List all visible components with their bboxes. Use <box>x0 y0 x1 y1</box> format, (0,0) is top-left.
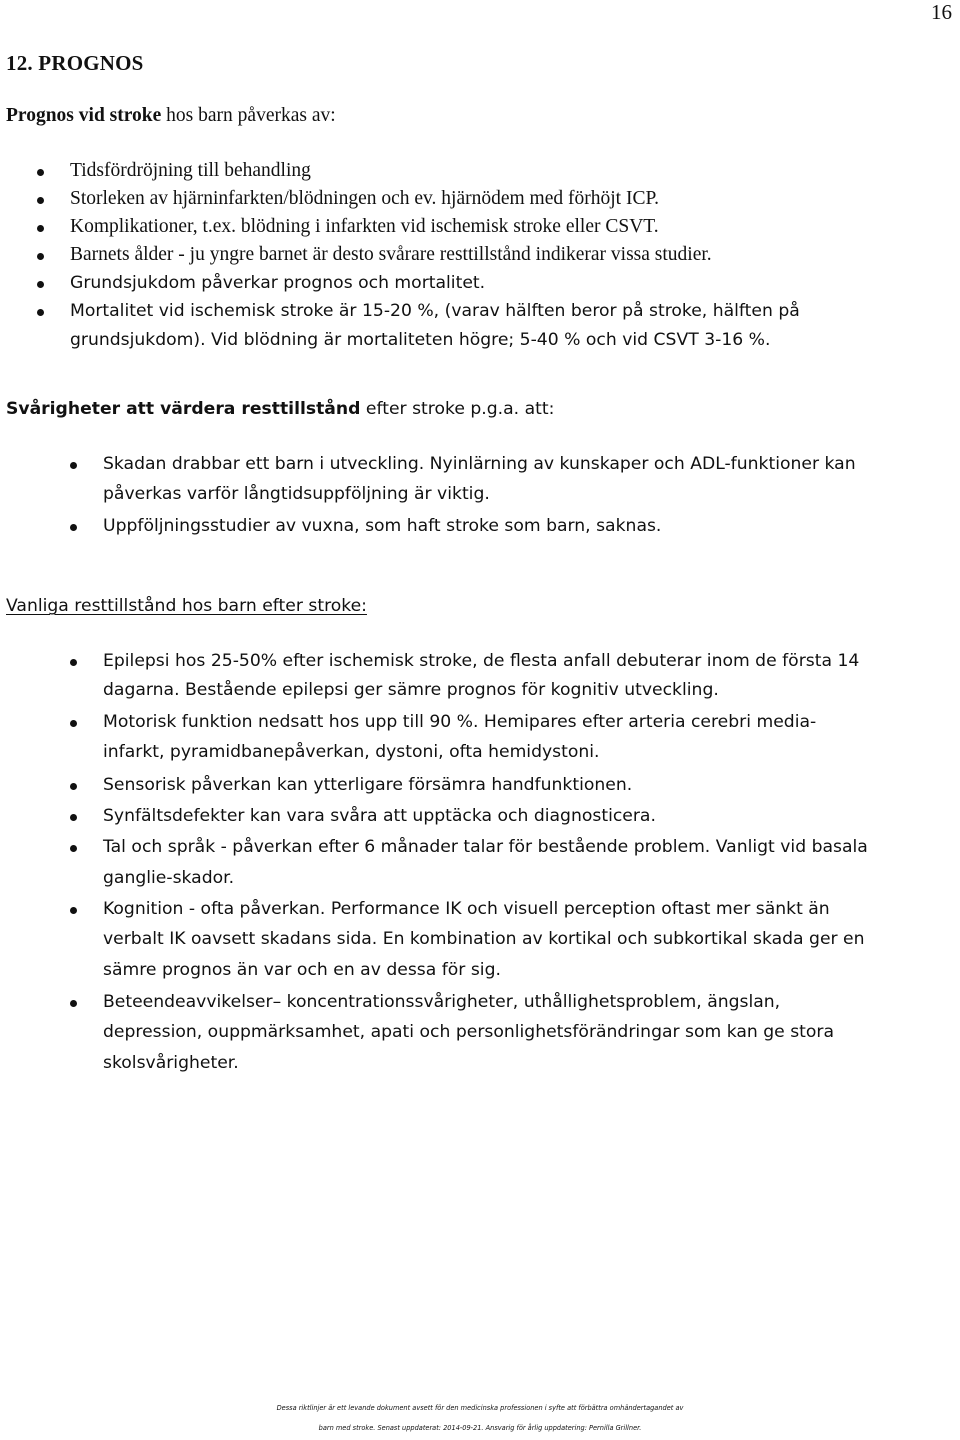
list-item-continuation: infarkt, pyramidbanepåverkan, dystoni, ofta hemidystoni. <box>103 742 600 762</box>
list-item: Beteendeavvikelser– koncentrationssvårigheter, uthållighetsproblem, ängslan, <box>103 992 781 1012</box>
bullet-icon <box>37 309 44 316</box>
difficulties-heading-rest: efter stroke p.g.a. att: <box>360 399 555 419</box>
list-item: Sensorisk påverkan kan ytterligare försämra handfunktionen. <box>103 775 633 795</box>
difficulties-heading <box>6 397 554 421</box>
common-heading: Vanliga resttillstånd hos barn efter stroke: <box>6 596 367 616</box>
prognosis-intro-rest: hos barn påverkas av: <box>161 105 336 126</box>
bullet-icon <box>37 281 44 288</box>
bullet-icon <box>70 845 77 852</box>
footer-line-1: Dessa riktlinjer är ett levande dokument avsett för den medicinska professionen i syfte att förbättra omhändertagandet av <box>276 1404 684 1412</box>
list-item: Grundsjukdom påverkar prognos och mortalitet. <box>70 273 486 293</box>
difficulties-heading-bold: Svårigheter att värdera resttillstånd <box>6 399 361 419</box>
bullet-icon <box>70 720 77 727</box>
list-item-continuation: depression, ouppmärksamhet, apati och personlighetsförändringar som kan ge stora <box>103 1022 835 1042</box>
list-item: Skadan drabbar ett barn i utveckling. Nyinlärning av kunskaper och ADL-funktioner kan <box>103 454 856 474</box>
bullet-icon <box>70 462 77 469</box>
list-item: Tidsfördröjning till behandling <box>70 160 311 181</box>
list-item-continuation: ganglie-skador. <box>103 868 235 888</box>
list-item: Uppföljningsstudier av vuxna, som haft stroke som barn, saknas. <box>103 516 662 536</box>
list-item-continuation: grundsjukdom). Vid blödning är mortaliteten högre; 5-40 % och vid CSVT 3-16 %. <box>70 330 771 350</box>
bullet-icon <box>70 907 77 914</box>
list-item-continuation: skolsvårigheter. <box>103 1053 239 1073</box>
list-item: Mortalitet vid ischemisk stroke är 15-20 %, (varav hälften beror på stroke, hälften på <box>70 301 800 321</box>
footer-line-2: barn med stroke. Senast uppdaterat: 2014-09-21. Ansvarig för årlig uppdatering: Pernilla Grillner. <box>318 1424 642 1432</box>
bullet-icon <box>70 524 77 531</box>
bullet-icon <box>37 197 44 204</box>
list-item: Kognition - ofta påverkan. Performance IK och visuell perception oftast mer sänkt än <box>103 899 830 919</box>
list-item-continuation: sämre prognos än var och en av dessa för sig. <box>103 960 501 980</box>
list-item: Motorisk funktion nedsatt hos upp till 90 %. Hemipares efter arteria cerebri media- <box>103 712 817 732</box>
bullet-icon <box>37 253 44 260</box>
bullet-icon <box>70 1000 77 1007</box>
bullet-icon <box>37 169 44 176</box>
bullet-icon <box>70 783 77 790</box>
list-item: Synfältsdefekter kan vara svåra att upptäcka och diagnosticera. <box>103 806 656 826</box>
bullet-icon <box>70 659 77 666</box>
list-item: Barnets ålder - ju yngre barnet är desto svårare resttillstånd indikerar vissa studier. <box>70 244 712 265</box>
bullet-icon <box>70 814 77 821</box>
list-item-continuation: verbalt IK oavsett skadans sida. En kombination av kortikal och subkortikal skada ger en <box>103 929 865 949</box>
section-title: 12. PROGNOS <box>6 51 144 75</box>
list-item: Epilepsi hos 25-50% efter ischemisk stroke, de flesta anfall debuterar inom de första 14 <box>103 651 860 671</box>
prognosis-intro <box>6 104 336 128</box>
bullet-icon <box>37 225 44 232</box>
list-item: Tal och språk - påverkan efter 6 månader talar för bestående problem. Vanligt vid basala <box>103 837 868 857</box>
list-item: Storleken av hjärninfarkten/blödningen och ev. hjärnödem med förhöjt ICP. <box>70 188 660 209</box>
prognosis-intro-bold: Prognos vid stroke <box>6 105 162 126</box>
list-item: Komplikationer, t.ex. blödning i infarkten vid ischemisk stroke eller CSVT. <box>70 216 659 237</box>
list-item-continuation: dagarna. Bestående epilepsi ger sämre prognos för kognitiv utveckling. <box>103 680 719 700</box>
list-item-continuation: påverkas varför långtidsuppföljning är viktig. <box>103 484 490 504</box>
page-number: 16 <box>931 0 952 24</box>
